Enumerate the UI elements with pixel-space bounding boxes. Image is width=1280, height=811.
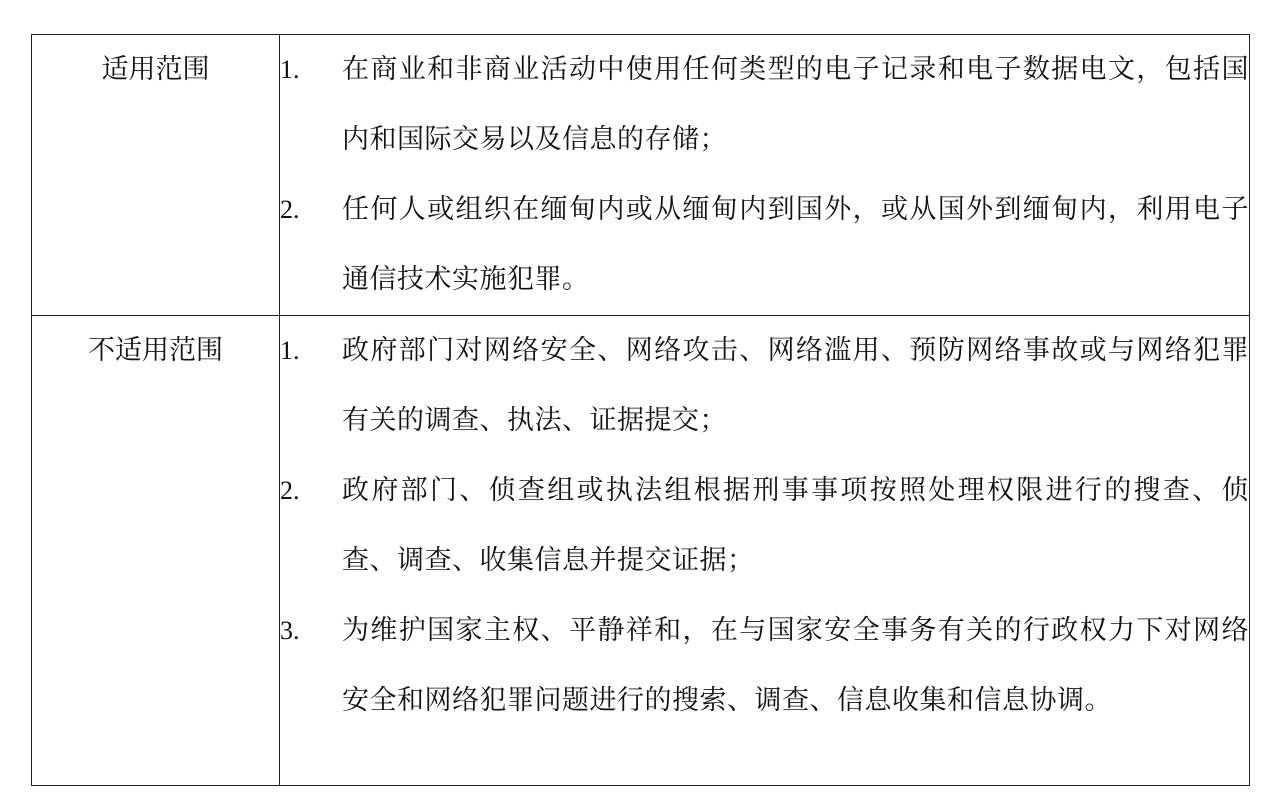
item-number: 1. xyxy=(280,336,300,365)
item-text: 任何人或组织在缅甸内或从缅甸内到国外，或从国外到缅甸内，利用电子通信技术实施犯罪。 xyxy=(342,194,1249,295)
item-number: 2. xyxy=(280,195,300,224)
row-label: 适用范围 xyxy=(101,54,210,85)
item-number: 1. xyxy=(280,55,300,84)
item-text: 在商业和非商业活动中使用任何类型的电子记录和电子数据电文，包括国内和国际交易以及信息的存储； xyxy=(342,54,1249,155)
item-text: 政府部门、侦查组或执法组根据刑事事项按照处理权限进行的搜查、侦查、调查、收集信息并提交证据； xyxy=(342,475,1249,576)
scope-table xyxy=(31,34,1250,786)
item-number: 3. xyxy=(280,616,300,645)
table-row-applicable-scope xyxy=(32,35,1250,316)
list-item xyxy=(280,456,1249,596)
list-item xyxy=(280,316,1249,456)
list-item xyxy=(280,175,1249,315)
item-number: 2. xyxy=(280,476,300,505)
row-label-cell xyxy=(32,35,280,316)
row-label-cell xyxy=(32,316,280,786)
item-text: 政府部门对网络安全、网络攻击、网络滥用、预防网络事故或与网络犯罪有关的调查、执法、证据提交； xyxy=(342,335,1249,436)
row-content-cell xyxy=(280,35,1250,316)
row-content-cell xyxy=(280,316,1250,786)
table-row-non-applicable-scope xyxy=(32,316,1250,786)
item-text: 为维护国家主权、平静祥和，在与国家安全事务有关的行政权力下对网络安全和网络犯罪问题进行的搜索、调查、信息收集和信息协调。 xyxy=(342,615,1249,716)
list-item xyxy=(280,35,1249,175)
row-label: 不适用范围 xyxy=(88,335,223,366)
list-item xyxy=(280,596,1249,736)
